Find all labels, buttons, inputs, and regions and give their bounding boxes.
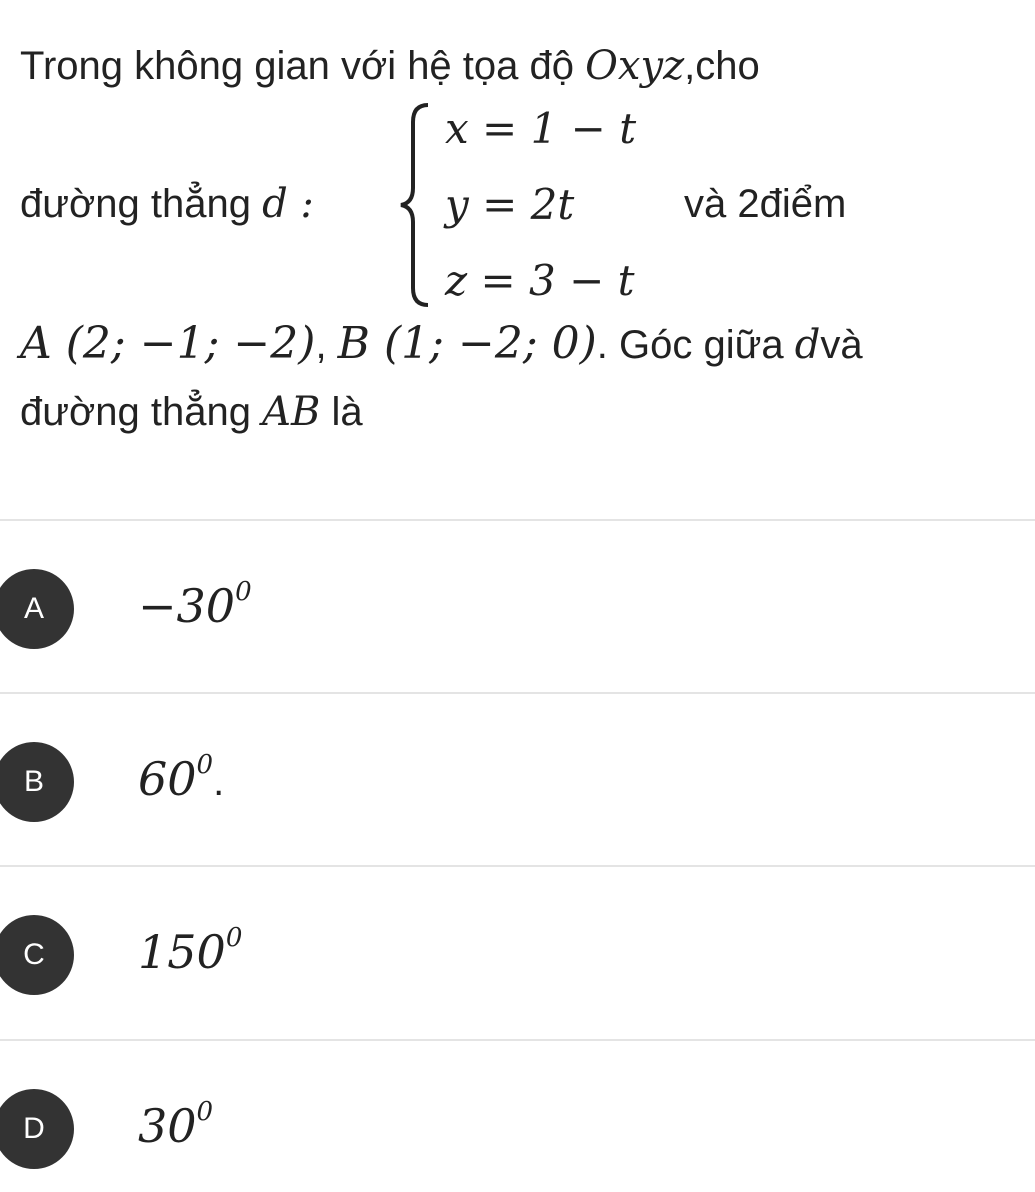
option-exponent: 0 [235,576,252,607]
question-text: Trong không gian với hệ tọa độ [20,44,586,88]
option-d[interactable] [0,1041,1035,1192]
math-oxyz: Oxyz [585,43,685,89]
system-brace-icon [398,102,434,308]
question-text: đường thẳng [20,182,263,226]
question-line-1 [20,42,1020,90]
system-eq-3: z = 3 − t [445,256,635,305]
question-text: đường thẳng [20,390,263,434]
question-line-2 [20,180,400,228]
system-eq-2: y = 2t [445,180,575,229]
option-exponent: 0 [225,922,243,953]
option-exponent: 0 [196,1096,214,1127]
math-point-a: A (2; −1; −2) [20,318,316,369]
option-suffix: . [213,760,225,804]
math-d: d [794,322,821,368]
question-text: là [320,390,363,434]
option-b[interactable] [0,694,1035,865]
question-line-4 [20,388,1020,436]
question-text: ,cho [684,44,760,88]
option-number: 150 [138,925,226,979]
option-letter-badge: D [0,1089,74,1169]
option-value [138,922,243,979]
option-value [138,749,225,806]
option-number: −30 [138,579,236,633]
system-eq-1: x = 1 − t [445,104,637,153]
question-line-3 [20,320,1020,369]
question-text: , [315,323,338,367]
option-letter-badge: C [0,915,74,995]
option-value [138,1096,214,1153]
option-number: 60 [138,752,197,806]
option-exponent: 0 [196,749,214,780]
option-a[interactable] [0,521,1035,692]
option-c[interactable] [0,867,1035,1039]
option-letter-badge: A [0,569,74,649]
math-ab: AB [262,389,321,435]
math-d: d : [262,181,314,227]
math-point-b: B (1; −2; 0) [337,318,597,369]
option-letter-badge: B [0,742,74,822]
question-text: và [820,323,863,367]
question-line-2-end: và 2điểm [684,182,847,226]
option-number: 30 [138,1099,197,1153]
option-value [138,576,252,633]
question-text: . Góc giữa [596,323,795,367]
